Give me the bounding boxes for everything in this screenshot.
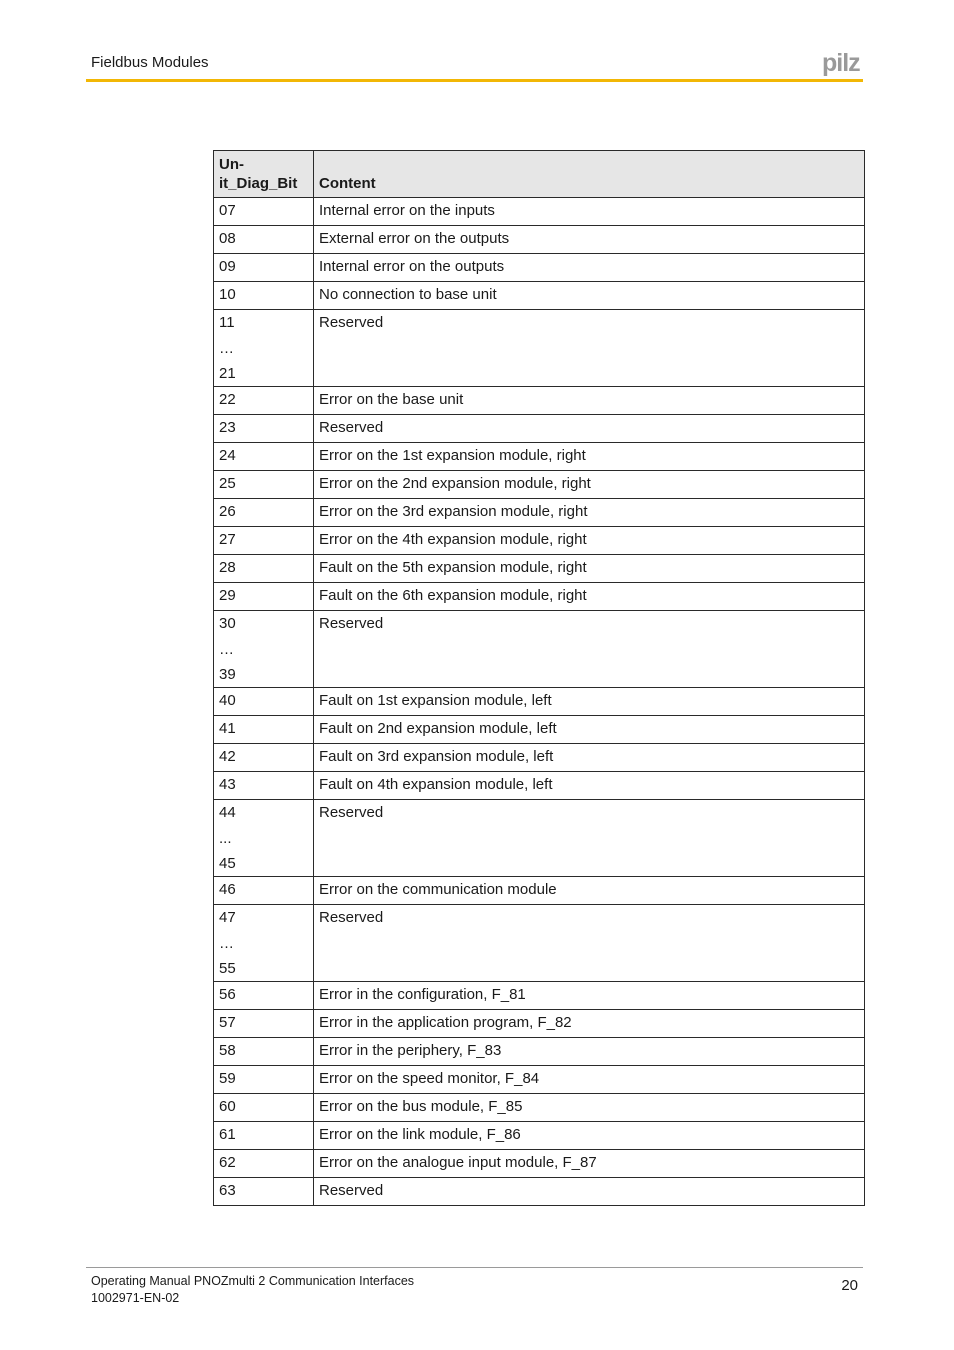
- table-row: [214, 471, 865, 499]
- cell-content: Internal error on the outputs: [314, 254, 865, 282]
- table-row: [214, 415, 865, 443]
- cell-content: Reserved: [314, 415, 865, 443]
- cell-bit: [214, 688, 314, 716]
- header-title: Fieldbus Modules: [91, 54, 209, 71]
- cell-bit-line: 23: [219, 419, 236, 436]
- cell-content: Fault on 4th expansion module, left: [314, 772, 865, 800]
- table-row: [214, 905, 865, 982]
- cell-bit-line: 62: [219, 1154, 236, 1171]
- column-header-bit-line-1: Un-: [219, 156, 244, 173]
- table-row: [214, 982, 865, 1010]
- cell-content: Error in the application program, F_82: [314, 1010, 865, 1038]
- cell-bit: [214, 527, 314, 555]
- table-row: [214, 499, 865, 527]
- cell-bit-line: 58: [219, 1042, 236, 1059]
- table-row: [214, 555, 865, 583]
- cell-bit: [214, 905, 314, 982]
- footer-manual-title: Operating Manual PNOZmulti 2 Communication Interfaces: [91, 1274, 415, 1288]
- table-row: [214, 443, 865, 471]
- cell-bit-line: 28: [219, 559, 236, 576]
- cell-bit-line: 26: [219, 503, 236, 520]
- table-row: [214, 387, 865, 415]
- cell-bit: [214, 1010, 314, 1038]
- cell-bit: [214, 198, 314, 226]
- column-header-bit: [214, 151, 314, 198]
- cell-content: Reserved: [314, 1178, 865, 1206]
- cell-bit: [214, 982, 314, 1010]
- table-row: [214, 772, 865, 800]
- table-row: [214, 1038, 865, 1066]
- cell-bit: [214, 310, 314, 387]
- cell-content: Reserved: [314, 611, 865, 688]
- cell-bit-line: 21: [219, 365, 236, 382]
- cell-bit: [214, 415, 314, 443]
- cell-bit-line: 29: [219, 587, 236, 604]
- table-row: [214, 527, 865, 555]
- cell-bit: [214, 226, 314, 254]
- unit-diag-bit-table: [213, 150, 865, 1206]
- cell-content: Error on the bus module, F_85: [314, 1094, 865, 1122]
- header-rule: [86, 79, 863, 82]
- cell-content: Error on the base unit: [314, 387, 865, 415]
- cell-bit-line: 22: [219, 391, 236, 408]
- cell-bit-line: 41: [219, 720, 236, 737]
- cell-content: Error on the analogue input module, F_87: [314, 1150, 865, 1178]
- cell-content: Error on the 3rd expansion module, right: [314, 499, 865, 527]
- table-row: [214, 688, 865, 716]
- cell-bit-line: 08: [219, 230, 236, 247]
- cell-content: Error in the configuration, F_81: [314, 982, 865, 1010]
- table-row: [214, 198, 865, 226]
- cell-bit-line: 39: [219, 666, 236, 683]
- cell-bit: [214, 555, 314, 583]
- cell-bit-line: 55: [219, 960, 236, 977]
- table-row: [214, 282, 865, 310]
- table-row: [214, 1150, 865, 1178]
- cell-bit: [214, 772, 314, 800]
- cell-content: Error in the periphery, F_83: [314, 1038, 865, 1066]
- table-row: [214, 744, 865, 772]
- cell-bit: [214, 1122, 314, 1150]
- cell-bit-line: 46: [219, 881, 236, 898]
- cell-bit-line: 07: [219, 202, 236, 219]
- cell-bit-line: 25: [219, 475, 236, 492]
- cell-content: Fault on 2nd expansion module, left: [314, 716, 865, 744]
- cell-content: Reserved: [314, 800, 865, 877]
- cell-content: Reserved: [314, 310, 865, 387]
- cell-bit: [214, 387, 314, 415]
- footer-rule: [86, 1267, 863, 1268]
- cell-bit-line: 56: [219, 986, 236, 1003]
- cell-content: Error on the 4th expansion module, right: [314, 527, 865, 555]
- cell-bit-line: 10: [219, 286, 236, 303]
- cell-bit: [214, 1178, 314, 1206]
- table-row: [214, 1066, 865, 1094]
- cell-bit-line: …: [219, 339, 234, 357]
- cell-bit: [214, 282, 314, 310]
- cell-bit-line: 44: [219, 804, 236, 821]
- cell-content: External error on the outputs: [314, 226, 865, 254]
- cell-bit-line: 61: [219, 1126, 236, 1143]
- cell-bit: [214, 877, 314, 905]
- cell-content: Fault on the 6th expansion module, right: [314, 583, 865, 611]
- table-row: [214, 1178, 865, 1206]
- cell-bit: [214, 611, 314, 688]
- table-row: [214, 310, 865, 387]
- cell-bit-line: 42: [219, 748, 236, 765]
- cell-bit: [214, 1094, 314, 1122]
- cell-bit-line: 63: [219, 1182, 236, 1199]
- table-row: [214, 800, 865, 877]
- cell-content: Error on the 1st expansion module, right: [314, 443, 865, 471]
- cell-bit: [214, 471, 314, 499]
- table-row: [214, 1122, 865, 1150]
- table-row: [214, 1010, 865, 1038]
- cell-bit: [214, 583, 314, 611]
- cell-content: Error on the 2nd expansion module, right: [314, 471, 865, 499]
- table-body: [214, 198, 865, 1206]
- cell-bit-line: 47: [219, 909, 236, 926]
- cell-content: No connection to base unit: [314, 282, 865, 310]
- cell-bit-line: ...: [219, 829, 232, 847]
- cell-bit-line: 30: [219, 615, 236, 632]
- cell-bit-line: 43: [219, 776, 236, 793]
- cell-bit: [214, 499, 314, 527]
- cell-content: Error on the link module, F_86: [314, 1122, 865, 1150]
- cell-content: Error on the speed monitor, F_84: [314, 1066, 865, 1094]
- cell-bit: [214, 1150, 314, 1178]
- footer-doc-number: 1002971-EN-02: [91, 1291, 180, 1305]
- cell-bit: [214, 744, 314, 772]
- pilz-logo-icon: [822, 50, 864, 76]
- cell-content: Error on the communication module: [314, 877, 865, 905]
- cell-bit-line: 24: [219, 447, 236, 464]
- table-row: [214, 583, 865, 611]
- cell-content: Fault on 3rd expansion module, left: [314, 744, 865, 772]
- column-header-content: Content: [314, 151, 865, 198]
- cell-bit-line: 59: [219, 1070, 236, 1087]
- cell-bit-line: 60: [219, 1098, 236, 1115]
- cell-bit: [214, 800, 314, 877]
- table-row: [214, 611, 865, 688]
- cell-content: Reserved: [314, 905, 865, 982]
- cell-bit-line: 40: [219, 692, 236, 709]
- table-row: [214, 877, 865, 905]
- cell-bit-line: 45: [219, 855, 236, 872]
- cell-content: Fault on the 5th expansion module, right: [314, 555, 865, 583]
- table-row: [214, 254, 865, 282]
- cell-bit-line: 27: [219, 531, 236, 548]
- cell-content: Fault on 1st expansion module, left: [314, 688, 865, 716]
- cell-bit-line: …: [219, 934, 234, 952]
- cell-bit-line: 11: [219, 314, 235, 331]
- pilz-logo-text: pilz: [822, 50, 860, 76]
- cell-bit-line: …: [219, 640, 234, 658]
- table-row: [214, 226, 865, 254]
- cell-bit: [214, 1038, 314, 1066]
- page-number: 20: [841, 1277, 858, 1294]
- cell-bit: [214, 254, 314, 282]
- cell-bit-line: 09: [219, 258, 236, 275]
- cell-content: Internal error on the inputs: [314, 198, 865, 226]
- footer-info: [91, 1273, 414, 1307]
- table-header-row: [214, 151, 865, 198]
- cell-bit-line: 57: [219, 1014, 236, 1031]
- cell-bit: [214, 443, 314, 471]
- table-row: [214, 1094, 865, 1122]
- column-header-bit-line-2: it_Diag_Bit: [219, 175, 298, 192]
- cell-bit: [214, 1066, 314, 1094]
- cell-bit: [214, 716, 314, 744]
- table-row: [214, 716, 865, 744]
